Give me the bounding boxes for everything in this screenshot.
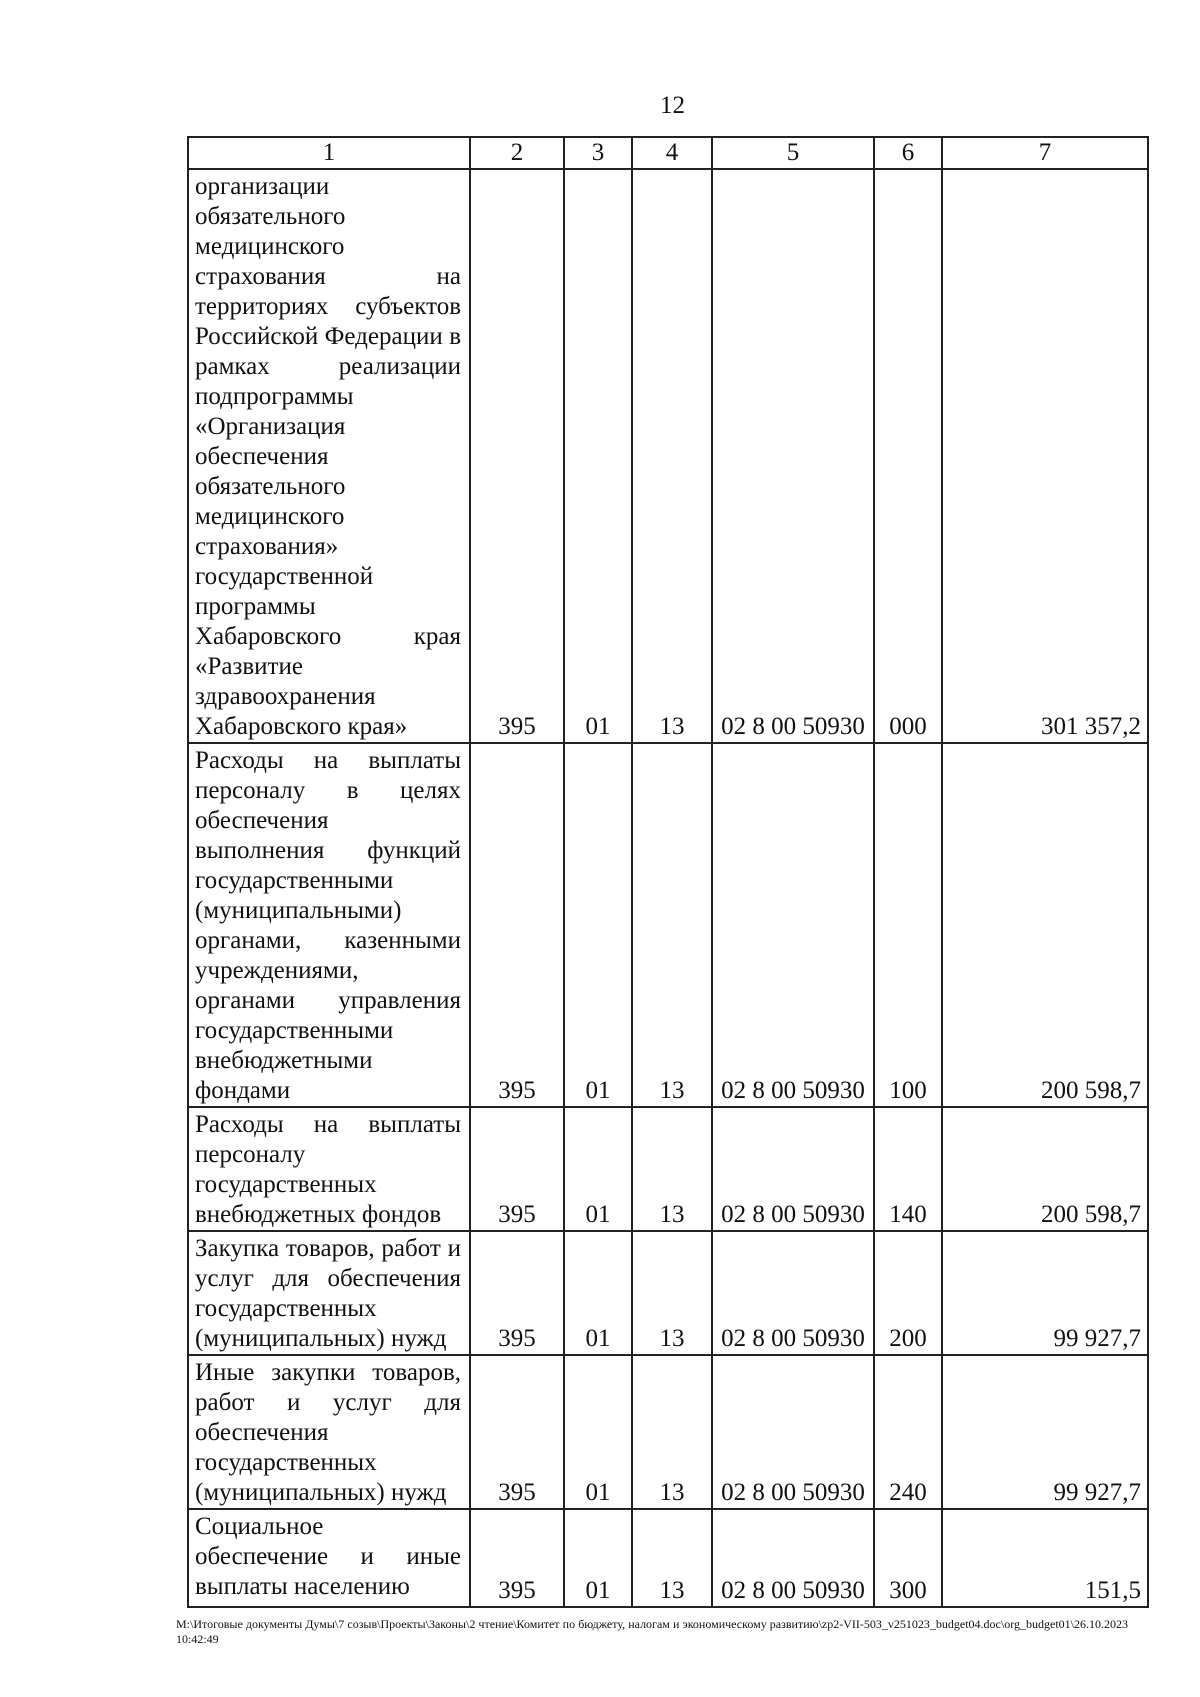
cell-expense-type: 140 (874, 1107, 942, 1231)
table-header-row (188, 137, 1148, 169)
cell-subsection: 13 (632, 1355, 712, 1509)
cell-target-article: 02 8 00 50930 (712, 1107, 874, 1231)
cell-target-article: 02 8 00 50930 (712, 1231, 874, 1355)
row-description: Социальное обеспечение и иные выплаты населению (188, 1509, 470, 1607)
column-header: 5 (712, 137, 874, 169)
table-row (188, 1355, 1148, 1509)
column-header: 4 (632, 137, 712, 169)
cell-target-article: 02 8 00 50930 (712, 1509, 874, 1607)
page-number: 12 (660, 92, 685, 119)
cell-admin-code: 395 (470, 1107, 564, 1231)
cell-admin-code: 395 (470, 1509, 564, 1607)
cell-amount: 99 927,7 (942, 1355, 1148, 1509)
cell-subsection: 13 (632, 1231, 712, 1355)
cell-subsection: 13 (632, 1107, 712, 1231)
budget-table (187, 136, 1149, 1608)
cell-amount: 151,5 (942, 1509, 1148, 1607)
row-description: Иные закупки товаров, работ и услуг для обеспечения государственных (муниципальных) нужд (188, 1355, 470, 1509)
row-description: организации обязательного медицинского страхования на территориях субъектов Российской Федерации в рамках реализации подпрограммы «Организация обеспечения обязательного медицинского страхования» государственной программы Хабаровского края «Развитие здравоохранения Хабаровского края» (188, 169, 470, 743)
table-row (188, 1231, 1148, 1355)
column-header: 6 (874, 137, 942, 169)
cell-target-article: 02 8 00 50930 (712, 743, 874, 1107)
cell-target-article: 02 8 00 50930 (712, 1355, 874, 1509)
cell-section: 01 (564, 1509, 632, 1607)
table-row (188, 743, 1148, 1107)
file-path-footer: М:\Итоговые документы Думы\7 созыв\Проекты\Законы\2 чтение\Комитет по бюджету, налогам и экономическому развитию\zp2-VII-503_v251023_budget04.doc\org_budget01\26.10.2023 10:42:49 (176, 1617, 1128, 1646)
column-header: 1 (188, 137, 470, 169)
table-row (188, 1509, 1148, 1607)
cell-admin-code: 395 (470, 1231, 564, 1355)
cell-amount: 99 927,7 (942, 1231, 1148, 1355)
cell-subsection: 13 (632, 1509, 712, 1607)
row-description: Расходы на выплаты персоналу государственных внебюджетных фондов (188, 1107, 470, 1231)
row-description: Расходы на выплаты персоналу в целях обеспечения выполнения функций государственными (муниципальными) органами, казенными учреждениями, органами управления государственными внебюджетными фондами (188, 743, 470, 1107)
cell-amount: 200 598,7 (942, 1107, 1148, 1231)
cell-section: 01 (564, 743, 632, 1107)
cell-subsection: 13 (632, 743, 712, 1107)
column-header: 2 (470, 137, 564, 169)
cell-section: 01 (564, 1107, 632, 1231)
cell-expense-type: 000 (874, 169, 942, 743)
column-header: 7 (942, 137, 1148, 169)
cell-admin-code: 395 (470, 743, 564, 1107)
cell-expense-type: 200 (874, 1231, 942, 1355)
table-row (188, 1107, 1148, 1231)
cell-amount: 301 357,2 (942, 169, 1148, 743)
cell-amount: 200 598,7 (942, 743, 1148, 1107)
cell-admin-code: 395 (470, 1355, 564, 1509)
row-description: Закупка товаров, работ и услуг для обеспечения государственных (муниципальных) нужд (188, 1231, 470, 1355)
cell-expense-type: 300 (874, 1509, 942, 1607)
cell-subsection: 13 (632, 169, 712, 743)
table-row (188, 169, 1148, 743)
column-header: 3 (564, 137, 632, 169)
cell-section: 01 (564, 169, 632, 743)
cell-expense-type: 100 (874, 743, 942, 1107)
cell-section: 01 (564, 1355, 632, 1509)
cell-target-article: 02 8 00 50930 (712, 169, 874, 743)
cell-section: 01 (564, 1231, 632, 1355)
cell-expense-type: 240 (874, 1355, 942, 1509)
cell-admin-code: 395 (470, 169, 564, 743)
